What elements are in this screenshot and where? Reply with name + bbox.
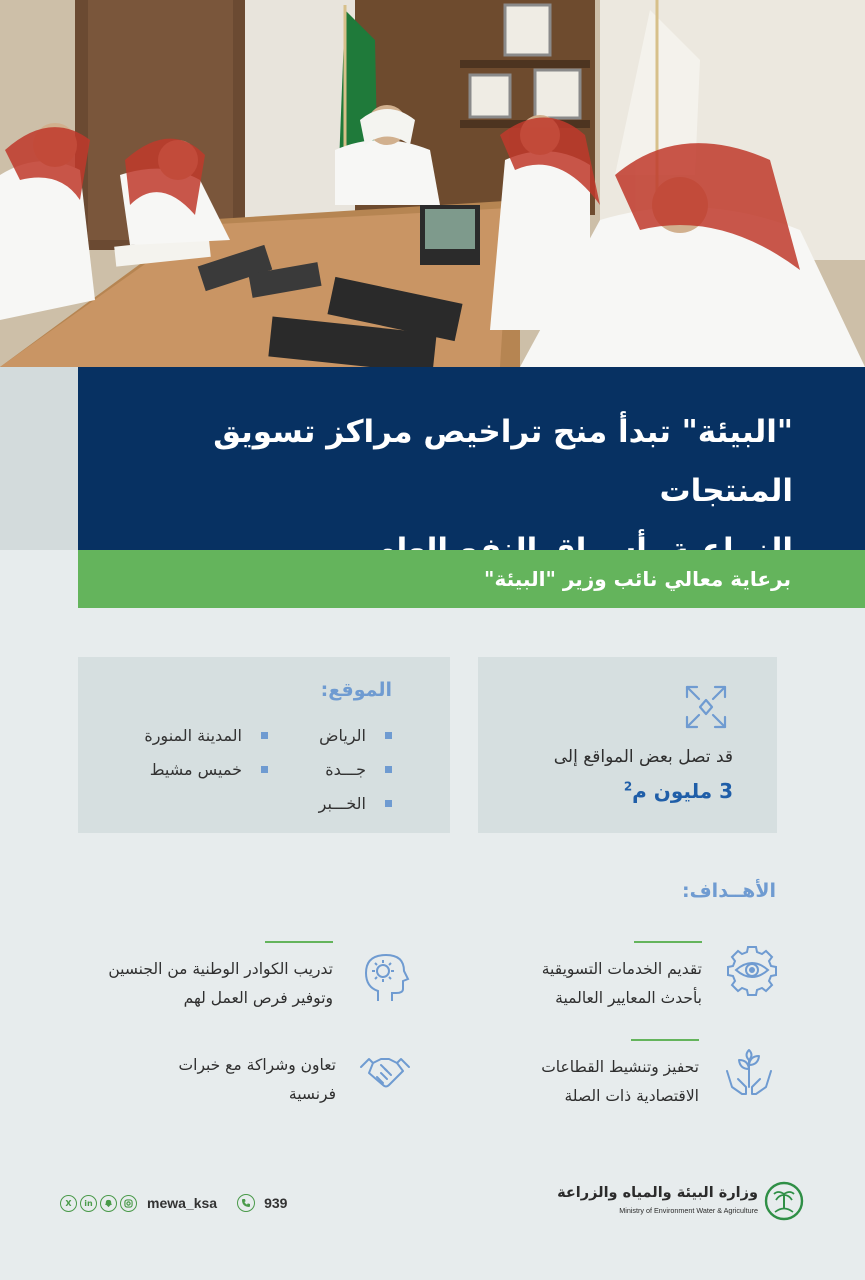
goal-line: تعاون وشراكة مع خبرات [178,1056,336,1074]
eye-gear-icon [726,944,778,996]
locations-column-2 [144,719,268,787]
bullet-icon [385,732,392,739]
x-icon[interactable]: X [60,1195,77,1212]
area-description: قد تصل بعض المواقع إلى [553,747,733,767]
locations-title: الموقع: [320,679,392,701]
goal-line: الاقتصادية ذات الصلة [564,1087,699,1105]
ministry-name-ar: وزارة البيئة والمياه والزراعة [557,1185,758,1201]
goal-divider [634,941,702,943]
goal-line: تدريب الكوادر الوطنية من الجنسين [108,960,333,978]
ministry-name-en: Ministry of Environment Water & Agriculture [619,1206,758,1215]
list-item: الرياض [319,719,392,753]
meeting-photo [0,0,865,367]
headline-line-1: "البيئة" تبدأ منح تراخيص مراكز تسويق المنتجات [213,414,793,509]
plant-hands-icon [724,1047,774,1097]
bullet-icon [261,732,268,739]
area-value: 3 مليون م$^2$ [623,779,733,803]
goal-divider [265,941,333,943]
goal-line: وتوفير فرص العمل لهم [183,989,333,1007]
snapchat-icon[interactable] [100,1195,117,1212]
ministry-logo [557,1181,804,1223]
list-item: المدينة المنورة [144,719,268,753]
goal-line: بأحدث المعايير العالمية [555,989,702,1007]
footer-contacts [60,1190,287,1216]
locations-box [78,657,450,833]
goal-line: تقديم الخدمات التسويقية [541,960,702,978]
locations-column-1 [319,719,392,821]
social-handle[interactable]: mewa_ksa [147,1195,218,1211]
sponsor-bar: برعاية معالي نائب وزير "البيئة" [78,550,865,608]
list-item: خميس مشيط [144,753,268,787]
list-item: جـــدة [319,753,392,787]
headline-block [78,367,865,550]
goal-divider [631,1039,699,1041]
list-item: الخـــبر [319,787,392,821]
bullet-icon [385,766,392,773]
side-strip [0,367,78,550]
area-box [478,657,777,833]
handshake-icon [359,1049,411,1095]
goal-line: فرنسية [288,1085,336,1103]
bullet-icon [261,766,268,773]
goals-title: الأهــداف: [682,880,776,902]
instagram-icon[interactable] [120,1195,137,1212]
palm-swords-emblem-icon [764,1181,804,1221]
bullet-icon [385,800,392,807]
expand-arrows-icon [685,685,727,729]
phone-icon [237,1194,255,1212]
linkedin-icon[interactable]: in [80,1195,97,1212]
phone-number[interactable]: 939 [264,1195,288,1211]
goal-line: تحفيز وتنشيط القطاعات [541,1058,699,1076]
head-gear-icon [358,951,410,1005]
